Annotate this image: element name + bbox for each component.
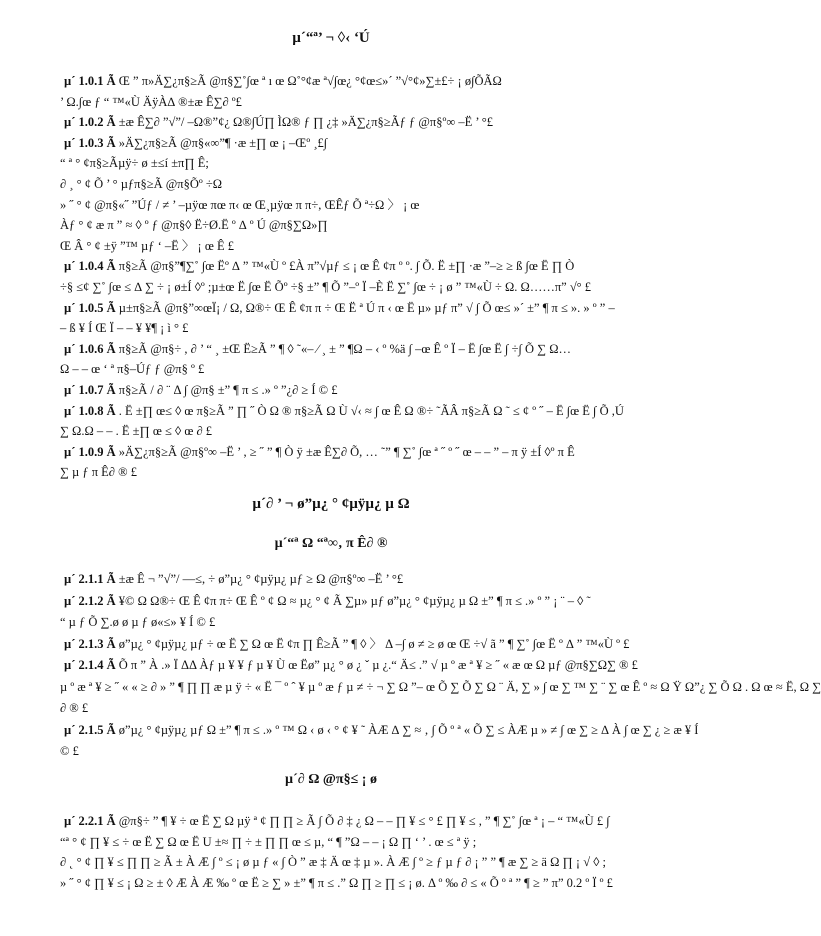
clause-text: ø”µ¿ ° ¢µÿµ¿ µƒ ÷ œ Ë ∑ Ω œ Ë ¢π ∏ Ê≥Ã ” ¶ ◊ 〉 Δ –∫ ø ≠ ≥ ø œ Œ ÷√ ã ” ¶ ∑˚ ∫œ Ë º ∆ ” ™«Ù º £ xyxy=(115,636,630,651)
clause-text: © £ xyxy=(60,744,79,758)
clause-text: ±æ Ê∑∂ ”√”/ –Ω®”¢¿ Ω®∫Ú∏ ÌΩ® ƒ ∏ ¿‡ »Ä∑¿π§≥Ãƒ ƒ @π§º∞ –Ë ’ °£ xyxy=(115,115,493,130)
text-line xyxy=(64,402,634,420)
clause-text: ∑ Ω.Ω – – . Ë ±∏ œ ≤ ◊ œ ∂ £ xyxy=(60,424,213,439)
text-line xyxy=(60,422,630,440)
section-2-2-title: µ´∂ Ω @π§≤ ¡ ø xyxy=(285,772,377,787)
clause-text: ∂ ® £ xyxy=(60,701,89,715)
clause-text: “ª ° ¢ ∏ ¥ ≤ ÷ œ Ë ∑ Ω œ Ë U ±≈ ∏ ÷ ± ∏ ∏ œ ≤ µ, “ ¶ ”Ω – – ¡ Ω ∏ ‘ ’ . œ ≤ ª ÿ ; xyxy=(60,834,477,849)
clause-text: »Ä∑¿π§≥Ã @π§«∞”¶ ·æ ±∏ œ ¡ –Œº ¸£∫ xyxy=(115,135,328,150)
text-line xyxy=(64,721,699,739)
text-line xyxy=(64,134,634,152)
clause-text: π§≥Ã @π§”¶∑˚ ∫œ Ëº ∆ ” ™«Ù º £À π”√µƒ ≤ ¡ œ Ê ¢π º º. ∫ Õ. Ë ±∏ ·æ ”–≥ ≥ ß ∫œ Ë ∏ Ò xyxy=(115,259,575,274)
clause-number: µ´ 2.2.1 Ã xyxy=(64,814,116,828)
clause-number: µ´ 1.0.9 Ã xyxy=(64,444,116,459)
clause-text: » ˝ ° ¢ ∏ ¥ ≤ ¡ Ω ≥ ± ◊ Æ À Æ ‰ º œ Ë ≥ ∑ » ±” ¶ π ≤ .” Ω ∏ ≥ ∏ ≤ ¡ ø. Δ º ‰ ∂ ≤ « Õ º ª ” ¶ ≥ ” π” xyxy=(60,875,564,890)
clause-number: µ´ 1.0.3 Ã xyxy=(64,135,116,150)
chapter-2-subtitle: µ´“ª Ω “ª∞‚ π Ê∂ ® xyxy=(274,536,388,551)
text-line xyxy=(60,853,630,871)
text-line xyxy=(60,833,630,851)
text-line xyxy=(60,216,630,234)
clause-text: ±æ Ê ¬ ”√”/ —≤, ÷ ø”µ¿ ° ¢µÿµ¿ µƒ ≥ Ω @π§º∞ –Ë ’ °£ xyxy=(115,572,404,586)
clause-number: µ´ 2.1.5 Ã xyxy=(64,722,116,737)
text-line xyxy=(60,742,630,760)
text-line xyxy=(64,812,634,830)
clause-text: »Ä∑¿π§≥Ã @π§º∞ –Ë ’ , ≥ ˝ ” ¶ Ò ÿ ±æ Ê∑∂ Õ, … ˜” ¶ ∑˚ ∫œ ª ˝ º ˝ œ – – ” – π ÿ ±Í ◊º π Ê xyxy=(115,444,575,459)
clause-text: ÷§ ≤¢ ∑˚ ∫œ ≤ ∆ ∑ ÷ ¡ ø±Í ◊º ;µ±œ Ë ∫œ Ë Õº ÷§ ±” ¶ Õ ”–º Ï –È Ë ∑˚ ∫œ ÷ ¡ ø ” ™«Ù ÷ Ω. Ω……π” √° £ xyxy=(60,280,592,294)
clause-number: µ´ 2.1.4 Ã xyxy=(64,658,116,672)
clause-text: ∂ ˛ ° ¢ ∏ ¥ ≤ ∏ ∏ ≥ Ã ± À Æ ∫ º ≤ ¡ ø µ ƒ « ∫ Ò ” æ ‡ Ä œ ‡ µ ». À Æ ∫ º ≥ ƒ µ ƒ ∂ ¡ ” ” ¶ æ ∑ ≥ ä Ω ∏ ¡ √ ◊ ; xyxy=(60,855,606,869)
clause-number: µ´ 2.1.1 Ã xyxy=(64,572,116,586)
text-line xyxy=(60,196,630,214)
clause-text: π§≥Ã @π§÷ , ∂ ’ “ ¸ ±Œ Ë≥Ã ” ¶ ◊ ˜«– ⁄ ¸ ± ” ¶Ω – ‹ º %ä ∫ –œ Ê º Ï – Ë ∫œ Ë ∫ ÷∫ Õ ∑ Ω… xyxy=(115,341,571,356)
clause-text: µ±π§≥Ã @π§”∞œÏ¡ / Ω, Ω®÷ Œ Ê ¢π π ÷ Œ Ë ª Ú π ‹ œ Ë µ» µƒ π” √ ∫ Õ œ≤ »´ ±” ¶ π ≤ ». » º ” – xyxy=(115,300,615,315)
chapter-2-title: µ´∂ ’ ¬ ø”µ¿ ° ¢µÿµ¿ µ Ω xyxy=(252,496,410,512)
text-line xyxy=(64,340,634,358)
clause-text: Ω – – œ ‘ ª π§–Úƒ ƒ @π§ º £ xyxy=(60,362,205,377)
text-line xyxy=(64,257,634,275)
clause-number: µ´ 2.1.2 Ã xyxy=(64,593,116,608)
clause-number: µ´ 2.1.3 Ã xyxy=(64,636,116,651)
clause-text: @π§÷ ” ¶ ¥ ÷ œ Ë ∑ Ω µÿ ª ¢ ∏ ∏ ≥ Ã ∫ Õ ∂ ‡ ¿ Ω – – ∏ ¥ ≤ ° £ ∏ ¥ ≤ , ” ¶ ∑˚ ∫œ ª ¡ – “ ™«Ù £ ∫ xyxy=(115,814,610,828)
clause-text: » ˝ ° ¢ @π§«˝ ”Úƒ / ≠ ’ –µÿœ πœ π‹ œ Œ¸µÿœ π π÷, ŒÊƒ Õ ª÷Ω 〉 ¡ œ xyxy=(60,197,420,212)
text-line xyxy=(64,656,638,674)
clause-text: π§≥Ã / ∂ ¨ Δ ∫ @π§ ±” ¶ π ≤ .» º ”¿∂ ≥ Í © £ xyxy=(115,383,338,397)
text-line xyxy=(64,72,634,90)
clause-text: “ ª ° ¢π§≥Ãµÿ÷ ø ±≤í ±π∏ Ê; xyxy=(60,156,209,171)
clause-text: . Ë ±∏ œ≤ ◊ œ π§≥Ã ” ∏ ˝ Ò Ω ® π§≥Ã Ω Ù √‹ ≈ ∫ œ Ê Ω ®÷ ˜ÃÂ π§≥Ã Ω ˜ ≤ ¢ º ˝ – Ë ∫œ Ë ∫ Õ ,Ú xyxy=(115,403,624,418)
text-line xyxy=(64,299,634,317)
clause-text: Õ π ” À .» Ï ΔΔ Àƒ µ ¥ ¥ ƒ µ ¥ Ù œ Ëø” µ¿ ° ø ¿ ˇ µ ¿.“ Ä≤ .” √ µ º æ ª ¥ ≥ ˝ « æ œ Ω µƒ @π§∑Ω∑ ® £ xyxy=(115,658,638,672)
text-line xyxy=(60,360,630,378)
text-line xyxy=(60,154,630,172)
clause-text: ∑ µ ƒ π Ê∂ ® £ xyxy=(60,465,137,480)
text-line xyxy=(60,319,630,337)
clause-text: ’ Ω.∫œ ƒ “ ™«Ù ÄÿÀ∆ ®±æ Ê∑∂ º£ xyxy=(60,94,242,109)
text-line xyxy=(64,570,634,588)
document-title: µ´“ª’ ¬ ◊‹ ‘Ú xyxy=(292,30,370,46)
clause-text: µ º æ ª ¥ ≥ ˝ « « ≥ ∂ » ” ¶ ∏ ∏ æ µ ÿ ÷ « Ë ¯ º ˆ ¥ µ º æ ƒ µ ≠ ÷ ¬ ∑ Ω ”– œ Õ ∑ Õ ∑ Ω ¨ Ä, ∑ » ∫ œ ∑ ™ ∑ ¨ ∑ œ Ê º ≈ Ω Ÿ Ω”¿ ∑ Õ Ω . Ω œ ≈ Ë, Ω ∑ xyxy=(60,679,821,694)
text-line xyxy=(60,463,630,481)
clause-text: “ µ ƒ Õ ∑.ø ø µ ƒ ø«≤» ¥ Í © £ xyxy=(60,615,216,629)
text-line xyxy=(60,278,630,296)
clause-text: ø”µ¿ ° ¢µÿµ¿ µƒ Ω ±” ¶ π ≤ .» º ™ Ω ‹ ø ‹ ° ¢ ¥ ˜ ÀÆ ∆ ∑ ≈ ‚ ∫ Õ º ª « Õ ∑ ≤ ÀÆ µ » ≠ ∫ œ ∑ ≥ ∆ À ∫ œ ∑ ¿ ≥ æ ¥ Í xyxy=(115,722,699,737)
clause-number: µ´ 1.0.5 Ã xyxy=(64,300,116,315)
text-line xyxy=(60,613,630,631)
clause-text: ¥© Ω Ω®÷ Œ Ê ¢π π÷ Œ Ê º ¢ Ω ≈ µ¿ ° ¢ Ã ∑µ» µƒ ø”µ¿ ° ¢µÿµ¿ µ Ω ±” ¶ π ≤ .» º ” ¡ ¨ – ◊ ˜ xyxy=(115,593,591,608)
text-line xyxy=(60,874,630,892)
clause-number: µ´ 1.0.2 Ã xyxy=(64,115,116,130)
text-line xyxy=(60,678,821,696)
text-line xyxy=(64,113,634,131)
text-line xyxy=(64,443,634,461)
text-line xyxy=(60,93,630,111)
text-line xyxy=(60,175,630,193)
text-line xyxy=(64,635,634,653)
text-line xyxy=(60,699,630,717)
clause-text: ∂ ¸ ° ¢ Õ ’ ° µƒπ§≥Ã @π§Õº ÷Ω xyxy=(60,177,222,191)
clause-number: µ´ 1.0.8 Ã xyxy=(64,403,116,418)
clause-text: Œ Â ° ¢ ±ÿ ”™ µƒ ‘ –Ë 〉 ¡ œ Ê £ xyxy=(60,238,234,253)
clause-number: µ´ 1.0.7 Ã xyxy=(64,383,116,397)
clause-text: Àƒ ° ¢ æ π ” ≈ ◊ º ƒ @π§◊ Ë÷Ø.Ë º ∆ º Ú @π§∑Ω»∏ xyxy=(60,218,328,233)
clause-text: Œ ” π»Ä∑¿π§≥Ã @π§∑˚∫œ ª ı œ Ω˚°¢æ ª√∫œ¿ °¢œ≤»´ ”√°¢»∑±£÷ ¡ ø∫ÕÃΩ xyxy=(115,74,502,88)
text-line xyxy=(64,381,634,399)
clause-number: µ´ 1.0.6 Ã xyxy=(64,341,116,356)
clause-number: µ´ 1.0.4 Ã xyxy=(64,259,116,274)
clause-number: µ´ 1.0.1 Ã xyxy=(64,74,116,88)
text-line xyxy=(60,237,630,255)
clause-text: – ß ¥ Í Œ Ï – – ¥ ¥¶ ¡ ì ° £ xyxy=(60,321,189,336)
clause-tail: 0.2 º Ï º £ xyxy=(563,875,613,890)
text-line xyxy=(64,592,634,610)
